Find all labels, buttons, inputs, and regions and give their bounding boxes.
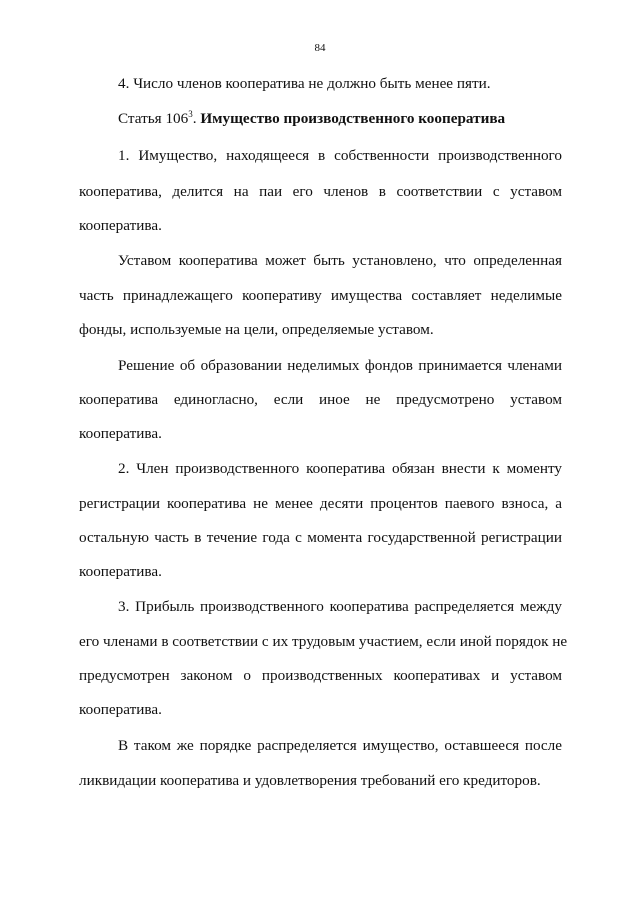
paragraph-line: кооператива. xyxy=(79,701,162,718)
paragraph-line: кооператива. xyxy=(79,217,162,234)
paragraph-line: часть принадлежащего кооперативу имущества составляет неделимые xyxy=(79,287,562,304)
paragraph-line: ликвидации кооператива и удовлетворения требований его кредиторов. xyxy=(79,772,541,789)
paragraph-line: В таком же порядке распределяется имущество, оставшееся после xyxy=(118,737,562,754)
paragraph-line: кооператива. xyxy=(79,425,162,442)
paragraph-line: кооператива единогласно, если иное не предусмотрено уставом xyxy=(79,391,562,408)
paragraph-line: 2. Член производственного кооператива обязан внести к моменту xyxy=(118,460,562,477)
paragraph-line: предусмотрен законом о производственных кооперативах и уставом xyxy=(79,667,562,684)
paragraph-line: 1. Имущество, находящееся в собственности производственного xyxy=(118,147,562,164)
paragraph-line: кооператива. xyxy=(79,563,162,580)
paragraph-line: 4. Число членов кооператива не должно быть менее пяти. xyxy=(118,75,491,92)
paragraph-line: регистрации кооператива не менее десяти процентов паевого взноса, а xyxy=(79,495,562,512)
paragraph-line: Решение об образовании неделимых фондов принимается членами xyxy=(118,357,562,374)
paragraph-line: остальную часть в течение года с момента государственной регистрации xyxy=(79,529,562,546)
paragraph-line: кооператива, делится на паи его членов в соответствии с уставом xyxy=(79,183,562,200)
page-number: 84 xyxy=(314,42,326,54)
paragraph-line: 3. Прибыль производственного кооператива распределяется между xyxy=(118,598,562,615)
article-heading: Статья $106^3$. Имущество производственного кооператива xyxy=(118,109,506,127)
paragraph-line: его членами в соответствии с их трудовым участием, если иной порядок не xyxy=(79,633,568,650)
article-number: Статья 106 xyxy=(118,110,189,127)
paragraph-line: фонды, используемые на цели, определяемые уставом. xyxy=(79,321,434,338)
article-superscript: 3 xyxy=(188,109,193,119)
article-title: Имущество производственного кооператива xyxy=(200,110,506,127)
paragraph-line: Уставом кооператива может быть установлено, что определенная xyxy=(118,252,562,269)
